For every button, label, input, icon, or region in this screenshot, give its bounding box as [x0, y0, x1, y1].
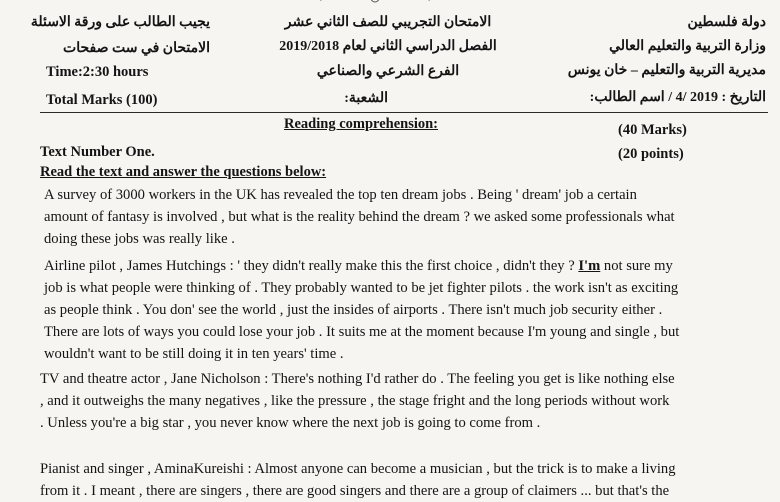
paragraph-airline-pilot — [44, 255, 772, 365]
total-marks: Total Marks (100) — [46, 92, 158, 108]
header-right-date — [590, 89, 766, 106]
instruction: Read the text and answer the questions below: — [40, 164, 327, 180]
paragraph-line: wouldn't want to be still doing it in ten years' time . — [44, 346, 344, 362]
header-divider — [40, 112, 768, 113]
paragraph-line: doing these jobs was really like . — [44, 231, 235, 247]
paragraph-line: from it . I meant , there are singers , there are good singers and there are a group of claimers ... but that's the — [40, 483, 670, 499]
header-center-section: الشعبة: — [344, 91, 388, 106]
text-points: (20 points) — [618, 146, 684, 162]
section-title: Reading comprehension: — [284, 116, 439, 132]
paragraph-line — [44, 255, 772, 277]
header-left-line1: يجيب الطالب على ورقة الاسئلة — [30, 15, 210, 30]
paragraph-line: There are lots of ways you could lose your job . It suits me at the moment because I'm young and single , but — [44, 324, 680, 340]
paragraph-line: A survey of 3000 workers in the UK has revealed the top ten dream jobs . Being ' dream' job a certain — [44, 187, 637, 203]
exam-time: Time:2:30 hours — [46, 64, 149, 80]
ministry-emblem — [300, 0, 450, 4]
paragraph-text: not sure my — [600, 258, 673, 274]
header-center-line3: الفرع الشرعي والصناعي — [316, 64, 460, 79]
header-center-line2: الفصل الدراسي الثاني لعام 2019/2018 — [279, 39, 497, 54]
paragraph-line: , and it outweighs the many negatives , like the pressure , the stage fright and the long periods without work — [40, 393, 670, 409]
header-right-line2: وزارة التربية والتعليم العالي — [609, 39, 766, 54]
paragraph-intro — [44, 184, 772, 250]
section-marks: (40 Marks) — [618, 122, 687, 138]
paragraph-pianist — [40, 458, 768, 502]
paragraph-actor — [40, 368, 768, 434]
paragraph-line: amount of fantasy is involved , but what is the reality behind the dream ? we asked some professionals what — [44, 209, 675, 225]
paragraph-line: TV and theatre actor , Jane Nicholson : There's nothing I'd rather do . The feeling you get is like nothing else — [40, 371, 675, 387]
paragraph-line: job is what people were thinking of . They probably wanted to be jet fighter pilots . the work isn't as exciting — [44, 280, 679, 296]
header-left-line2: الامتحان في ست صفحات — [63, 41, 210, 56]
header-right-line1: دولة فلسطين — [687, 15, 766, 30]
student-name-label: اسم الطالب: — [589, 90, 665, 105]
header-right-line3: مديرية التربية والتعليم – خان يونس — [567, 63, 766, 78]
paragraph-line: as people think . You don' see the world , just the insides of airports . There isn't much job security either . — [44, 302, 663, 318]
underlined-word: I'm — [578, 258, 601, 274]
date-label: التاريخ : 2019 /4 / — [668, 90, 766, 105]
paragraph-text: Airline pilot , James Hutchings : ' they didn't really make this the first choice , didn't they ? — [44, 258, 579, 274]
paragraph-line: Pianist and singer , AminaKureishi : Almost anyone can become a musician , but the trick is to make a living — [40, 461, 676, 477]
paragraph-line: . Unless you're a big star , you never know where the next job is going to come from . — [40, 415, 541, 431]
text-number: Text Number One. — [40, 144, 155, 160]
header-center-line1: الامتحان التجريبي للصف الثاني عشر — [284, 15, 492, 30]
